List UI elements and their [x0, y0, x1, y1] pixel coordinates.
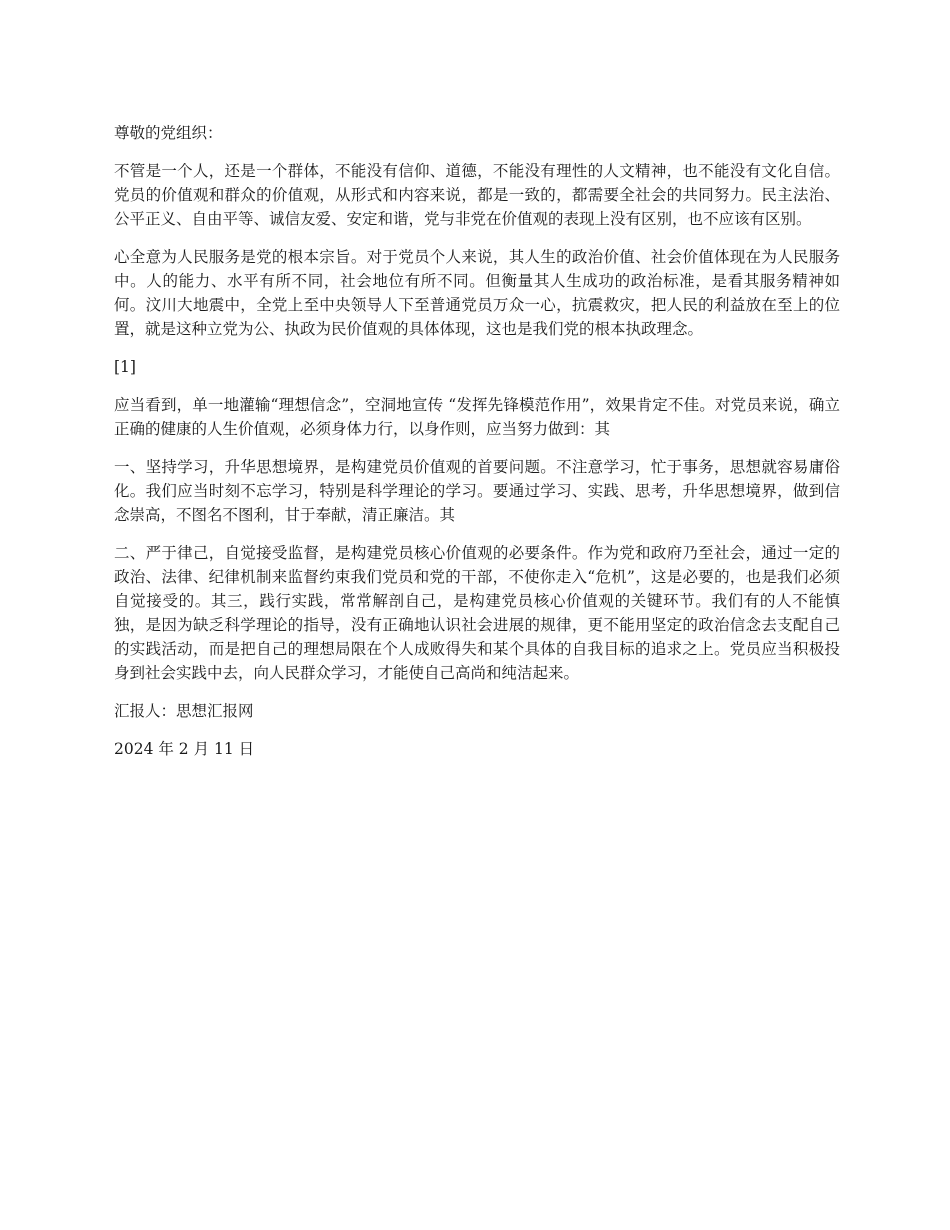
paragraph-2: 心全意为人民服务是党的根本宗旨。对于党员个人来说，其人生的政治价值、社会价值体现在为人民服务中。人的能力、水平有所不同，社会地位有所不同。但衡量其人生成功的政治标准，是看其服务精神如何。汶川大地震中，全党上至中央领导人下至普通党员万众一心，抗震救灾，把人民的利益放在至上的位置，就是这种立党为公、执政为民价值观的具体体现，这也是我们党的根本执政理念。	[114, 248, 840, 338]
paragraph-5: 二、严于律己，自觉接受监督，是构建党员核心价值观的必要条件。作为党和政府乃至社会，通过一定的政治、法律、纪律机制来监督约束我们党员和党的干部，不使你走入“危机”，这是必要的，也是我们必须自觉接受的。其三，践行实践，常常解剖自己，是构建党员核心价值观的关键环节。我们有的人不能慎独，是因为缺乏科学理论的指导，没有正确地认识社会进展的规律，更不能用坚定的政治信念去支配自己的实践活动，而是把自己的理想局限在个人成败得失和某个具体的自我目标的追求之上。党员应当积极投身到社会实践中去，向人民群众学习，才能使自己高尚和纯洁起来。	[114, 544, 840, 682]
paragraph-3: 应当看到，单一地灌输“理想信念”，空洞地宣传 “发挥先锋模范作用”，效果肯定不佳。对党员来说，确立正确的健康的人生价值观，必须身体力行，以身作则，应当努力做到：其	[114, 396, 840, 438]
report-date: 2024 年 2 月 11 日	[114, 740, 255, 758]
footnote-marker: [1]	[114, 358, 136, 376]
paragraph-4: 一、坚持学习，升华思想境界，是构建党员价值观的首要问题。不注意学习，忙于事务，思想就容易庸俗化。我们应当时刻不忘学习，特别是科学理论的学习。要通过学习、实践、思考，升华思想境界，做到信念崇高，不图名不图利，甘于奉献，清正廉洁。其	[114, 458, 840, 524]
document-page	[114, 121, 840, 761]
salutation: 尊敬的党组织：	[114, 124, 223, 142]
signature: 汇报人：思想汇报网	[114, 702, 254, 720]
paragraph-1: 不管是一个人，还是一个群体，不能没有信仰、道德，不能没有理性的人文精神，也不能没有文化自信。党员的价值观和群众的价值观，从形式和内容来说，都是一致的，都需要全社会的共同努力。民主法治、公平正义、自由平等、诚信友爱、安定和谐，党与非党在价值观的表现上没有区别，也不应该有区别。	[114, 162, 840, 228]
